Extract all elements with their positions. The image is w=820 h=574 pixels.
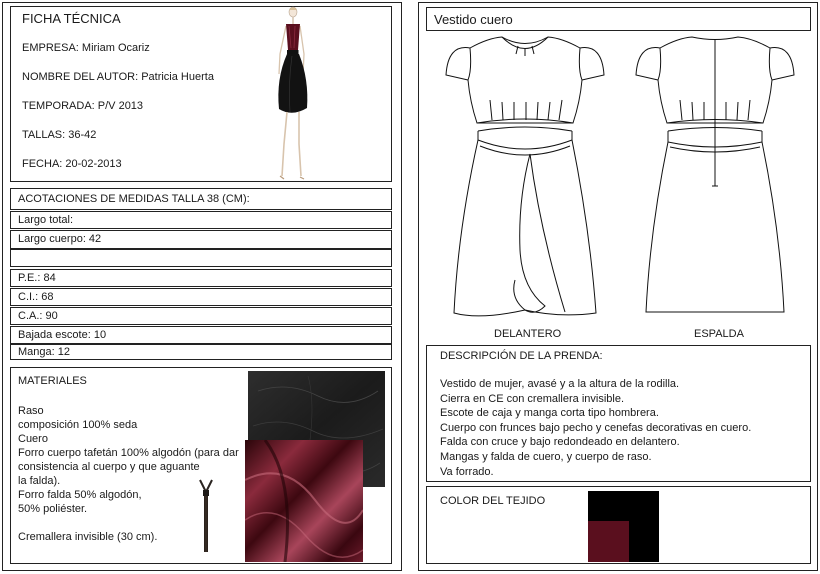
measure-row: Largo cuerpo: 42 <box>10 230 392 249</box>
zipper-image <box>192 478 222 554</box>
back-flat-drawing <box>630 30 800 325</box>
description-line: Va forrado. <box>440 465 494 478</box>
front-label: DELANTERO <box>494 328 562 340</box>
material-line: Cremallera invisible (30 cm). <box>18 531 158 543</box>
description-line: Vestido de mujer, avasé y a la altura de la rodilla. <box>440 378 680 390</box>
sheet-title: FICHA TÉCNICA <box>22 11 121 26</box>
fabric-color-title: COLOR DEL TEJIDO <box>440 495 546 507</box>
description-title: DESCRIPCIÓN DE LA PRENDA: <box>440 350 603 362</box>
date-field: FECHA: 20-02-2013 <box>22 158 122 170</box>
fashion-illustration <box>262 4 322 184</box>
material-line: 50% poliéster. <box>18 503 88 515</box>
material-line: composición 100% seda <box>18 419 138 431</box>
company-field: EMPRESA: Miriam Ocariz <box>22 42 150 54</box>
author-field: NOMBRE DEL AUTOR: Patricia Huerta <box>22 71 214 83</box>
material-line: consistencia al cuerpo y que aguante <box>18 461 200 473</box>
materials-title: MATERIALES <box>18 375 87 387</box>
material-line: Raso <box>18 405 44 417</box>
measure-row: C.A.: 90 <box>10 307 392 325</box>
front-flat-drawing <box>440 30 610 325</box>
header-block <box>10 6 392 182</box>
back-label: ESPALDA <box>694 328 744 340</box>
measure-row: Largo total: <box>10 211 392 229</box>
season-field: TEMPORADA: P/V 2013 <box>22 100 144 112</box>
measure-row: C.I.: 68 <box>10 288 392 306</box>
sizes-field: TALLAS: 36-42 <box>22 129 97 141</box>
measures-header: ACOTACIONES DE MEDIDAS TALLA 38 (CM): <box>10 188 392 210</box>
description-line: Mangas y falda de cuero, y cuerpo de raso. <box>440 450 652 463</box>
measure-row <box>10 249 392 267</box>
material-line: Forro falda 50% algodón, <box>18 489 142 501</box>
measure-row: P.E.: 84 <box>10 269 392 287</box>
description-line: Cuerpo con frunces bajo pecho y cenefas decorativas en cuero. <box>440 421 752 434</box>
material-line: Cuero <box>18 433 48 445</box>
description-line: Falda con cruce y bajo redondeado en delantero. <box>440 436 680 449</box>
description-text <box>440 377 751 479</box>
garment-name: Vestido cuero <box>434 12 513 27</box>
measure-row: Bajada escote: 10 <box>10 326 392 344</box>
measure-row: Manga: 12 <box>10 344 392 360</box>
material-line: la falda). <box>18 475 61 487</box>
description-line: Cierra en CE con cremallera invisible. <box>440 392 625 405</box>
satin-swatch <box>245 440 363 562</box>
material-line: Forro cuerpo tafetán 100% algodón (para dar <box>18 447 239 459</box>
description-line: Escote de caja y manga corta tipo hombrera. <box>440 407 659 420</box>
color-swatch-burgundy <box>588 521 629 562</box>
